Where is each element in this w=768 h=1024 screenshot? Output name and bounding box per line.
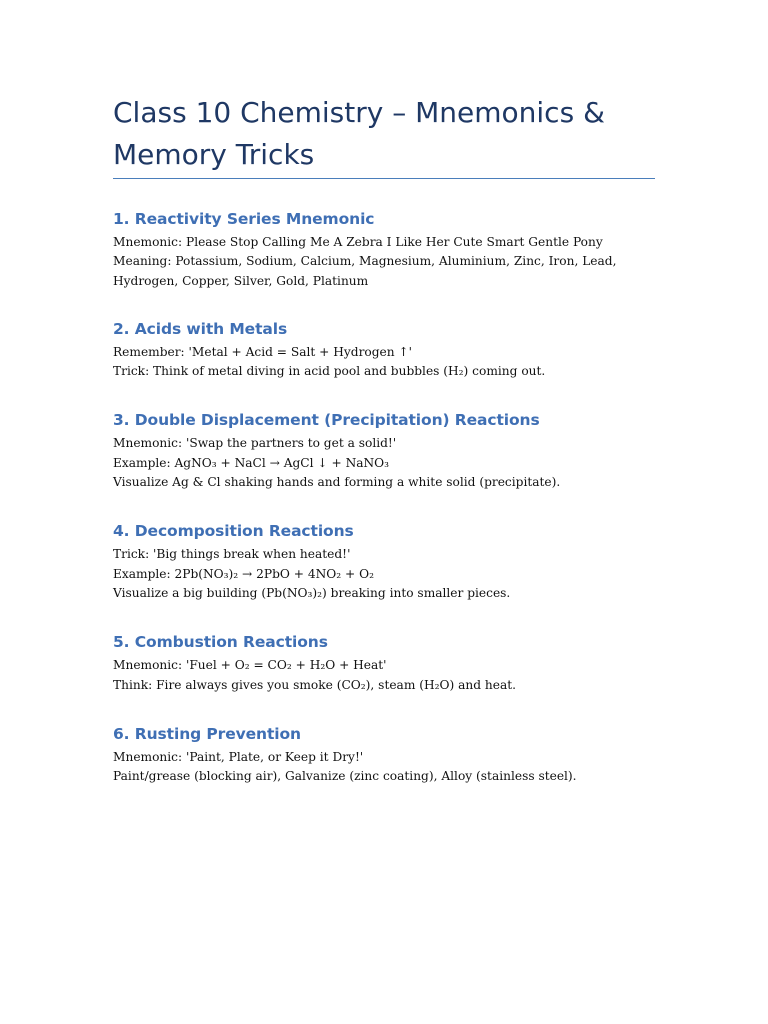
section-line: Paint/grease (blocking air), Galvanize (zinc coating), Alloy (stainless steel). xyxy=(113,769,577,784)
section-line: Example: 2Pb(NO₃)₂ → 2PbO + 4NO₂ + O₂ xyxy=(113,566,374,581)
document-page xyxy=(113,92,655,786)
section-body xyxy=(113,434,655,492)
section-line: Remember: 'Metal + Acid = Salt + Hydrogen ↑' xyxy=(113,344,413,359)
section-line: Trick: 'Big things break when heated!' xyxy=(113,547,351,562)
section-heading: 5. Combustion Reactions xyxy=(113,633,328,652)
section-line: Mnemonic: 'Swap the partners to get a solid!' xyxy=(113,436,397,451)
page-title: Class 10 Chemistry – Mnemonics & Memory Tricks xyxy=(113,96,605,171)
title-underline xyxy=(113,178,655,179)
section-body xyxy=(113,343,655,382)
section-line: Think: Fire always gives you smoke (CO₂), steam (H₂O) and heat. xyxy=(113,677,517,692)
section-line: Example: AgNO₃ + NaCl → AgCl ↓ + NaNO₃ xyxy=(113,455,390,470)
section-body xyxy=(113,656,655,695)
section-line: Visualize a big building (Pb(NO₃)₂) breaking into smaller pieces. xyxy=(113,585,511,600)
section-line: Mnemonic: 'Fuel + O₂ = CO₂ + H₂O + Heat' xyxy=(113,658,387,673)
section-body xyxy=(113,233,655,291)
section-line: Meaning: Potassium, Sodium, Calcium, Magnesium, Aluminium, Zinc, Iron, Lead, Hydrogen, Copper, Silver, Gold, Platinum xyxy=(113,254,617,288)
section-body xyxy=(113,545,655,603)
section-heading: 4. Decomposition Reactions xyxy=(113,522,354,541)
section-rusting-prevention xyxy=(113,723,655,787)
section-line: Visualize Ag & Cl shaking hands and forming a white solid (precipitate). xyxy=(113,475,561,490)
section-reactivity-series xyxy=(113,208,655,291)
section-line: Trick: Think of metal diving in acid pool and bubbles (H₂) coming out. xyxy=(113,364,546,379)
section-double-displacement xyxy=(113,409,655,492)
section-heading: 2. Acids with Metals xyxy=(113,319,288,338)
section-heading: 6. Rusting Prevention xyxy=(113,724,301,743)
section-body xyxy=(113,748,655,787)
section-acids-with-metals xyxy=(113,318,655,382)
section-heading: 3. Double Displacement (Precipitation) Reactions xyxy=(113,411,540,430)
section-combustion xyxy=(113,631,655,695)
section-heading: 1. Reactivity Series Mnemonic xyxy=(113,210,375,228)
section-line: Mnemonic: 'Paint, Plate, or Keep it Dry!' xyxy=(113,749,364,764)
section-line: Mnemonic: Please Stop Calling Me A Zebra I Like Her Cute Smart Gentle Pony xyxy=(113,235,603,249)
section-decomposition xyxy=(113,520,655,603)
